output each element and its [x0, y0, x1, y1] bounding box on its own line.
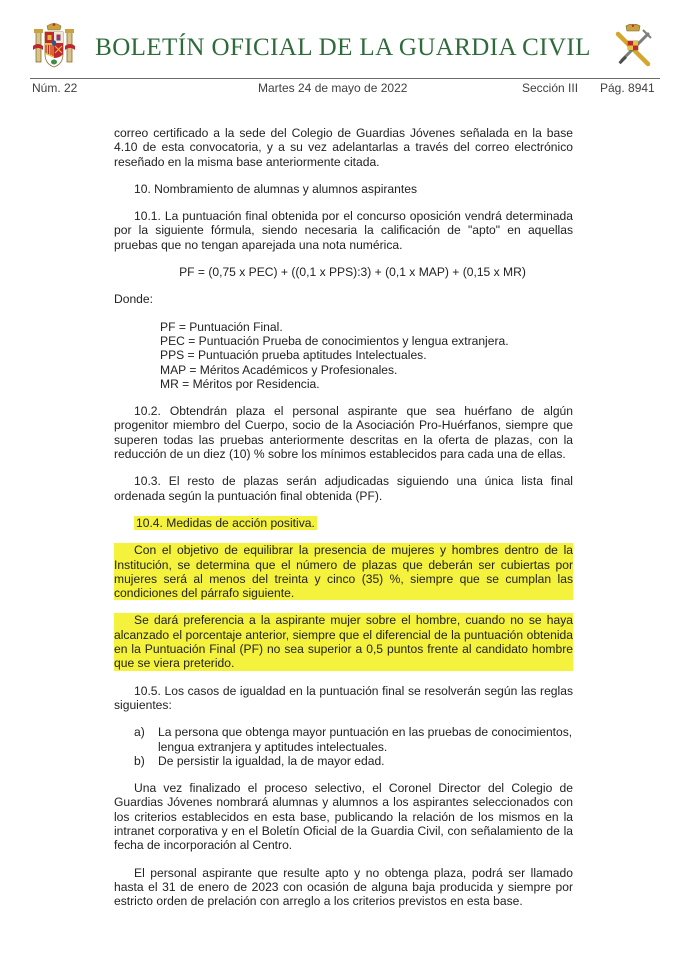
section-heading-10-4	[114, 516, 573, 530]
definition-item: MR = Méritos por Residencia.	[160, 376, 320, 391]
definition-item: PEC = Puntuación Prueba de conocimientos y lengua extranjera.	[160, 333, 509, 348]
paragraph-10-3: 10.3. El resto de plazas serán adjudicadas siguiendo una única lista final ordenada según la puntuación final obtenida (PF).	[114, 474, 573, 503]
formula: PF = (0,75 x PEC) + ((0,1 x PPS):3) + (0,1 x MAP) + (0,15 x MR)	[179, 265, 526, 280]
list-item-label: a)	[134, 725, 145, 740]
highlighted-heading: 10.4. Medidas de acción positiva.	[136, 515, 315, 530]
section-heading-10: 10. Nombramiento de alumnas y alumnos aspirantes	[134, 181, 418, 196]
page-header	[0, 0, 686, 98]
paragraph-intro: correo certificado a la sede del Colegio de Guardias Jóvenes señalada en la base 4.10 de esta convocatoria, y a su vez adelantarlas a través del correo electrónico reseñado en la misma base anteriormente citada.	[114, 126, 573, 169]
definition-item: PPS = Puntuación prueba aptitudes Intelectuales.	[160, 348, 427, 363]
paragraph-10-5: 10.5. Los casos de igualdad en la puntuación final se resolverán según las reglas siguientes:	[114, 683, 573, 712]
definitions-list	[160, 320, 573, 391]
definition-item: PF = Puntuación Final.	[160, 319, 283, 334]
paragraph-10-1: 10.1. La puntuación final obtenida por el concurso oposición vendrá determinada por la siguiente fórmula, siendo necesaria la calificación de "apto" en aquellas pruebas que no tengan aparejada una nota numérica.	[114, 209, 573, 252]
list-item-text: La persona que obtenga mayor puntuación en las pruebas de conocimientos, lengua extranjera y aptitudes intelectuales.	[158, 725, 573, 754]
tiebreak-rules-list	[134, 725, 573, 768]
header-rule	[30, 78, 660, 79]
donde-label: Donde:	[114, 292, 153, 307]
paragraph-final-2: El personal aspirante que resulte apto y no obtenga plaza, podrá ser llamado hasta el 31 de enero de 2023 con ocasión de alguna baja producida y siempre por estricto orden de prelación con arreglo a los criterios previstos en esta base.	[114, 865, 573, 909]
header-meta-bar	[30, 80, 660, 96]
list-item-label: b)	[134, 753, 145, 768]
issue-number: Núm. 22	[32, 81, 78, 95]
page-number: Pág. 8941	[600, 81, 655, 95]
list-item	[134, 725, 573, 754]
list-item	[134, 754, 573, 768]
issue-date: Martes 24 de mayo de 2022	[258, 81, 408, 95]
paragraph-10-4-b-highlighted: Se dará preferencia a la aspirante mujer sobre el hombre, cuando no se haya alcanzado el porcentaje anterior, siempre que el diferencial de la puntuación obtenida en la Puntuación Final (PF) no sea superior a 0,5 puntos frente al candidato hombre que se viera preterido.	[114, 613, 573, 671]
definition-item: MAP = Méritos Académicos y Profesionales.	[160, 362, 398, 377]
paragraph-10-4-a-highlighted: Con el objetivo de equilibrar la presencia de mujeres y hombres dentro de la Institución, se determina que el número de plazas que deberán ser cubiertas por mujeres será al menos del treinta y cinco (35) %, siempre que se cumplan las condiciones del párrafo siguiente.	[114, 543, 573, 601]
list-item-text: De persistir la igualdad, la de mayor edad.	[158, 753, 385, 768]
paragraph-10-2: 10.2. Obtendrán plaza el personal aspirante que sea huérfano de algún progenitor miembro del Cuerpo, socio de la Asociación Pro-Huérfanos, siempre que superen todas las pruebas anteriormente descritas en la oferta de plazas, con la reducción de un diez (10) % sobre los mínimos establecidos para cada una de ellas.	[114, 404, 573, 462]
document-body	[114, 126, 573, 921]
section-label: Sección III	[522, 81, 579, 95]
bulletin-title: BOLETÍN OFICIAL DE LA GUARDIA CIVIL	[95, 34, 591, 61]
guardia-civil-emblem-icon	[612, 24, 654, 68]
paragraph-final-1: Una vez finalizado el proceso selectivo, el Coronel Director del Colegio de Guardias Jóvenes nombrará alumnas y alumnos a los aspirantes seleccionados con los criterios establecidos en esta base, publicando la relación de los mismos en la intranet corporativa y en el Boletín Oficial de la Guardia Civil, con señalamiento de la fecha de incorporación al Centro.	[114, 781, 573, 853]
